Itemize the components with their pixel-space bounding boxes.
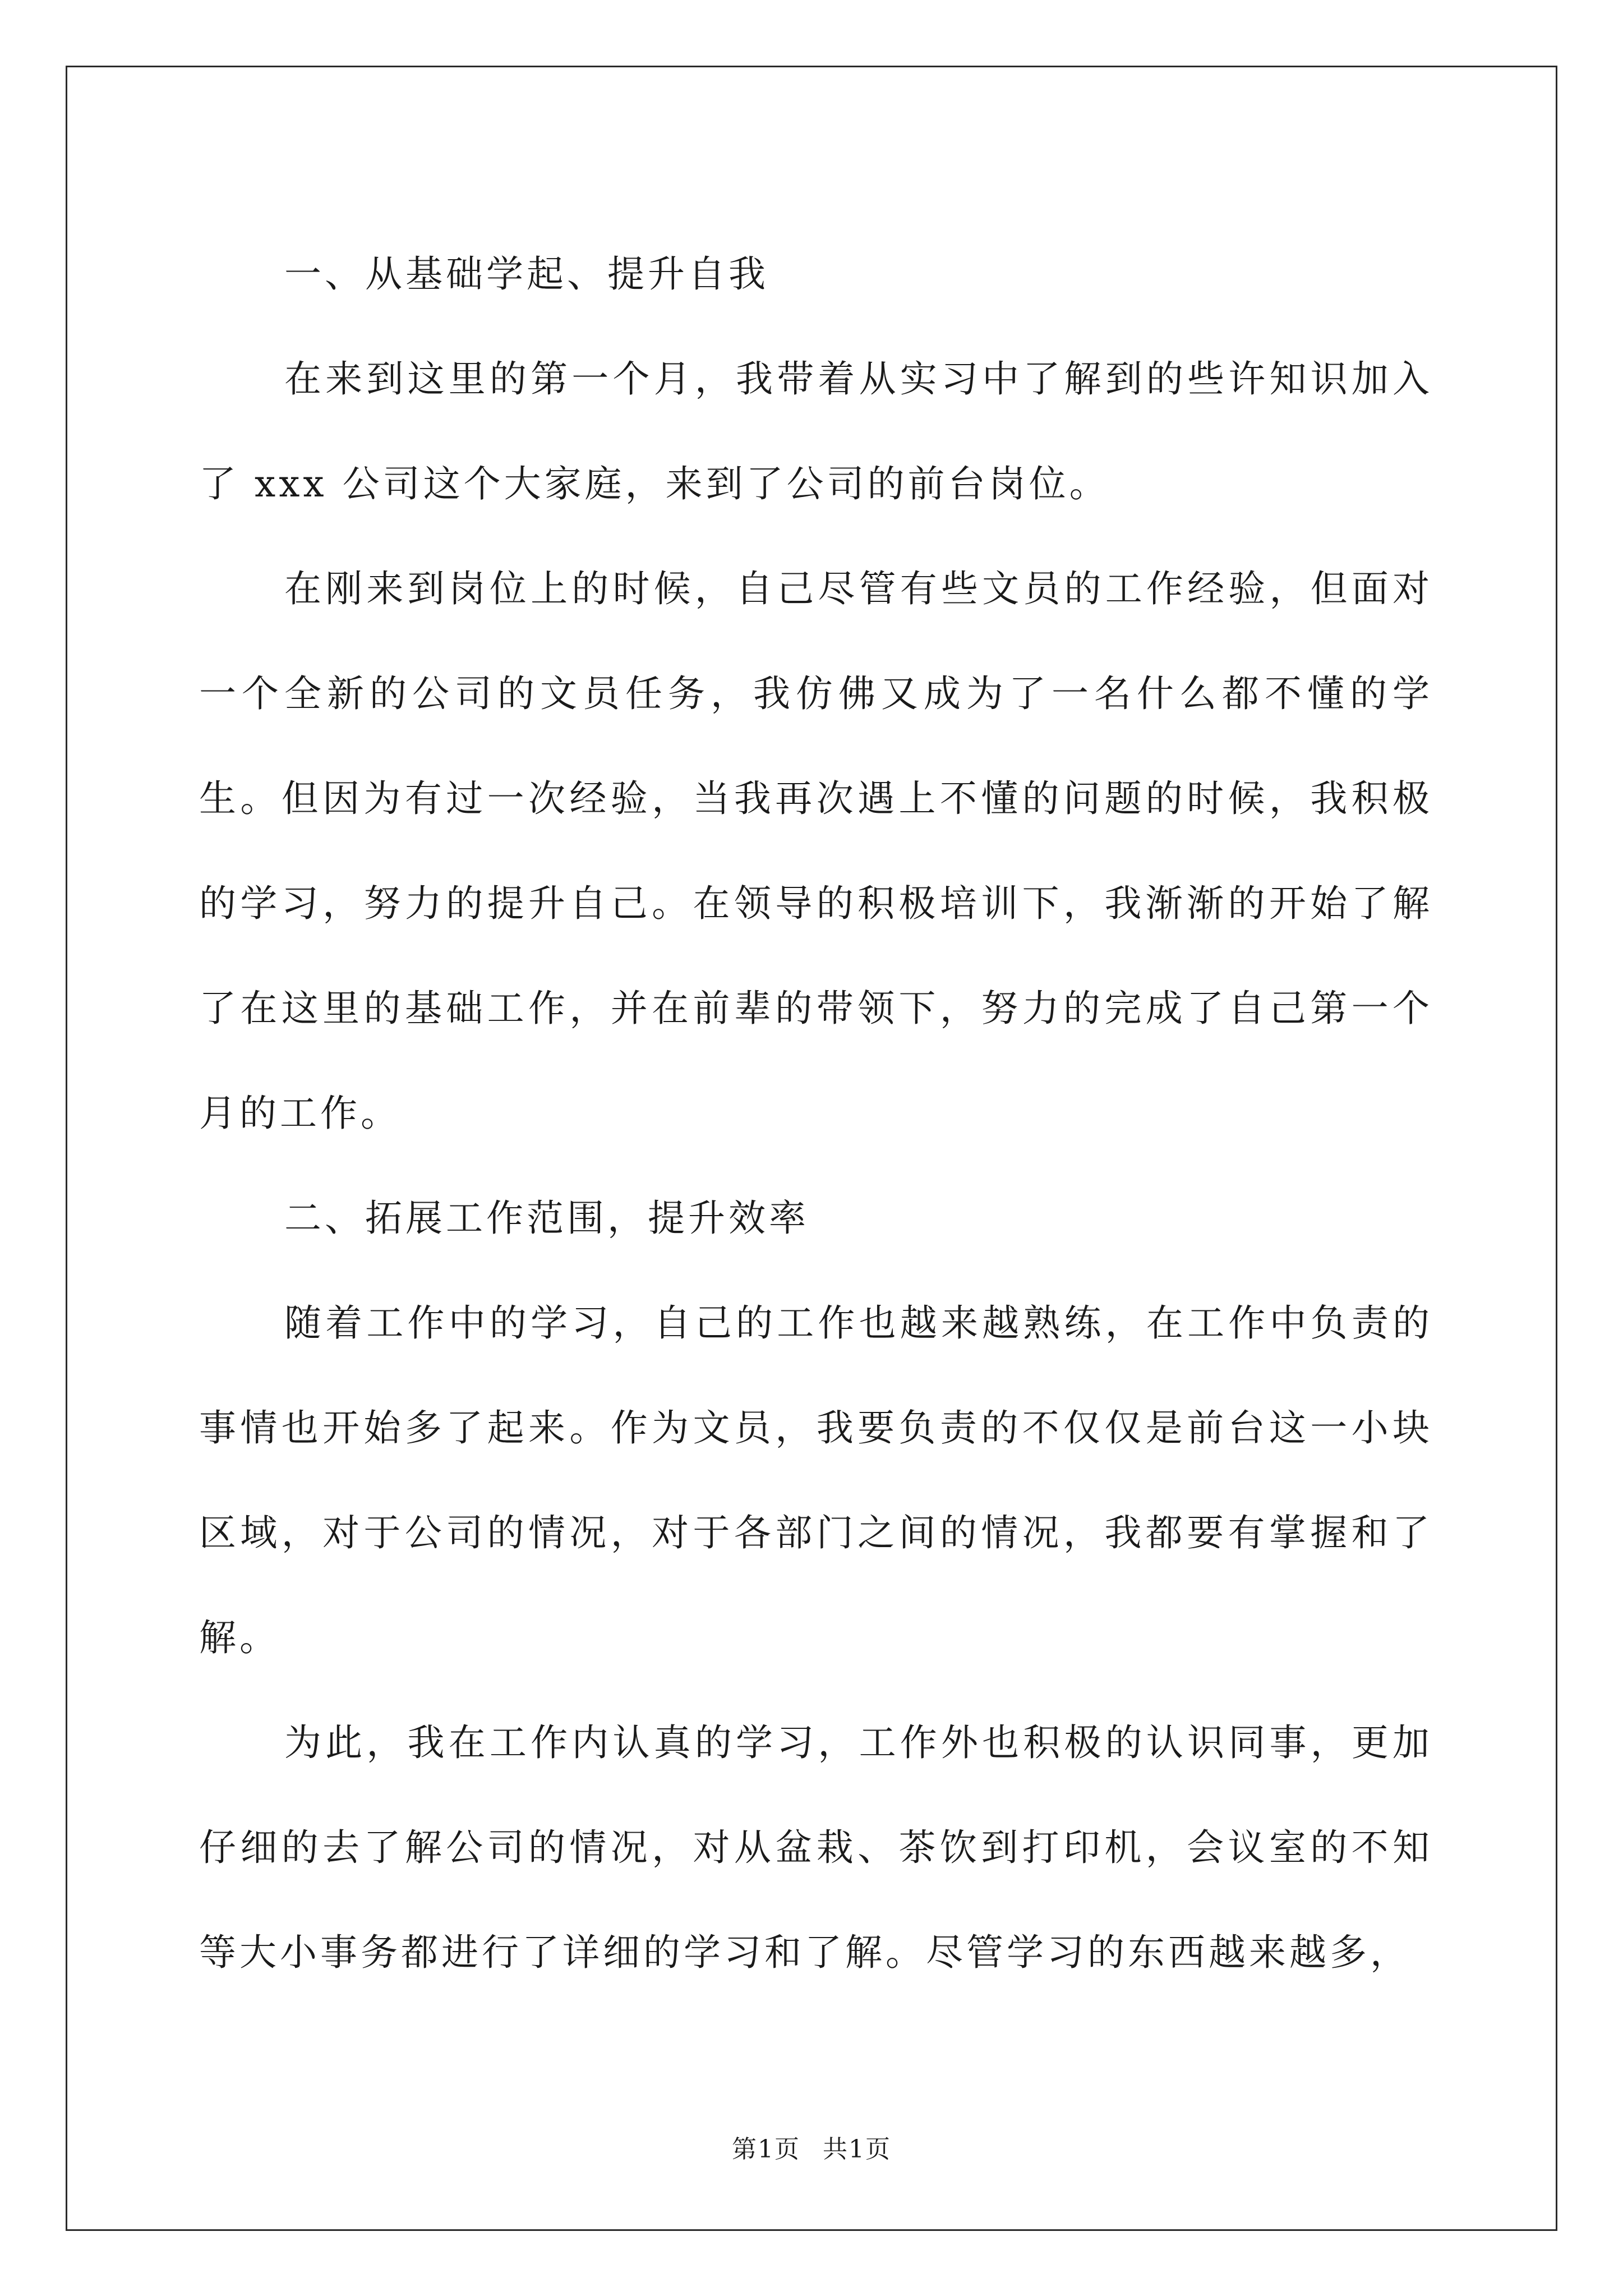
page-total: 共1页 <box>823 2135 891 2164</box>
paragraph: 在来到这里的第一个月，我带着从实习中了解到的些许知识加入了 xxx 公司这个大家庭，来到了公司的前台岗位。 <box>199 357 1433 505</box>
page-number: 第1页 <box>732 2135 800 2164</box>
section-heading-1: 一、从基础学起、提升自我 <box>284 252 769 296</box>
paragraph: 随着工作中的学习，自己的工作也越来越熟练，在工作中负责的事情也开始多了起来。作为文员，我要负责的不仅仅是前台这一小块区域，对于公司的情况，对于各部门之间的情况，我都要有掌握和了解。 <box>199 1301 1433 1659</box>
paragraph: 在刚来到岗位上的时候，自己尽管有些文员的工作经验，但面对一个全新的公司的文员任务，我仿佛又成为了一名什么都不懂的学生。但因为有过一次经验，当我再次遇上不懂的问题的时候，我积极的学习，努力的提升自己。在领导的积极培训下，我渐渐的开始了解了在这里的基础工作，并在前辈的带领下，努力的完成了自己第一个月的工作。 <box>199 567 1433 1135</box>
page-footer <box>0 2129 1623 2165</box>
section-heading-2: 二、拓展工作范围，提升效率 <box>284 1197 809 1240</box>
document-body <box>199 222 1433 2005</box>
paragraph: 为此，我在工作内认真的学习，工作外也积极的认识同事，更加仔细的去了解公司的情况，对从盆栽、茶饮到打印机，会议室的不知等大小事务都进行了详细的学习和了解。尽管学习的东西越来越多， <box>199 1721 1433 1974</box>
